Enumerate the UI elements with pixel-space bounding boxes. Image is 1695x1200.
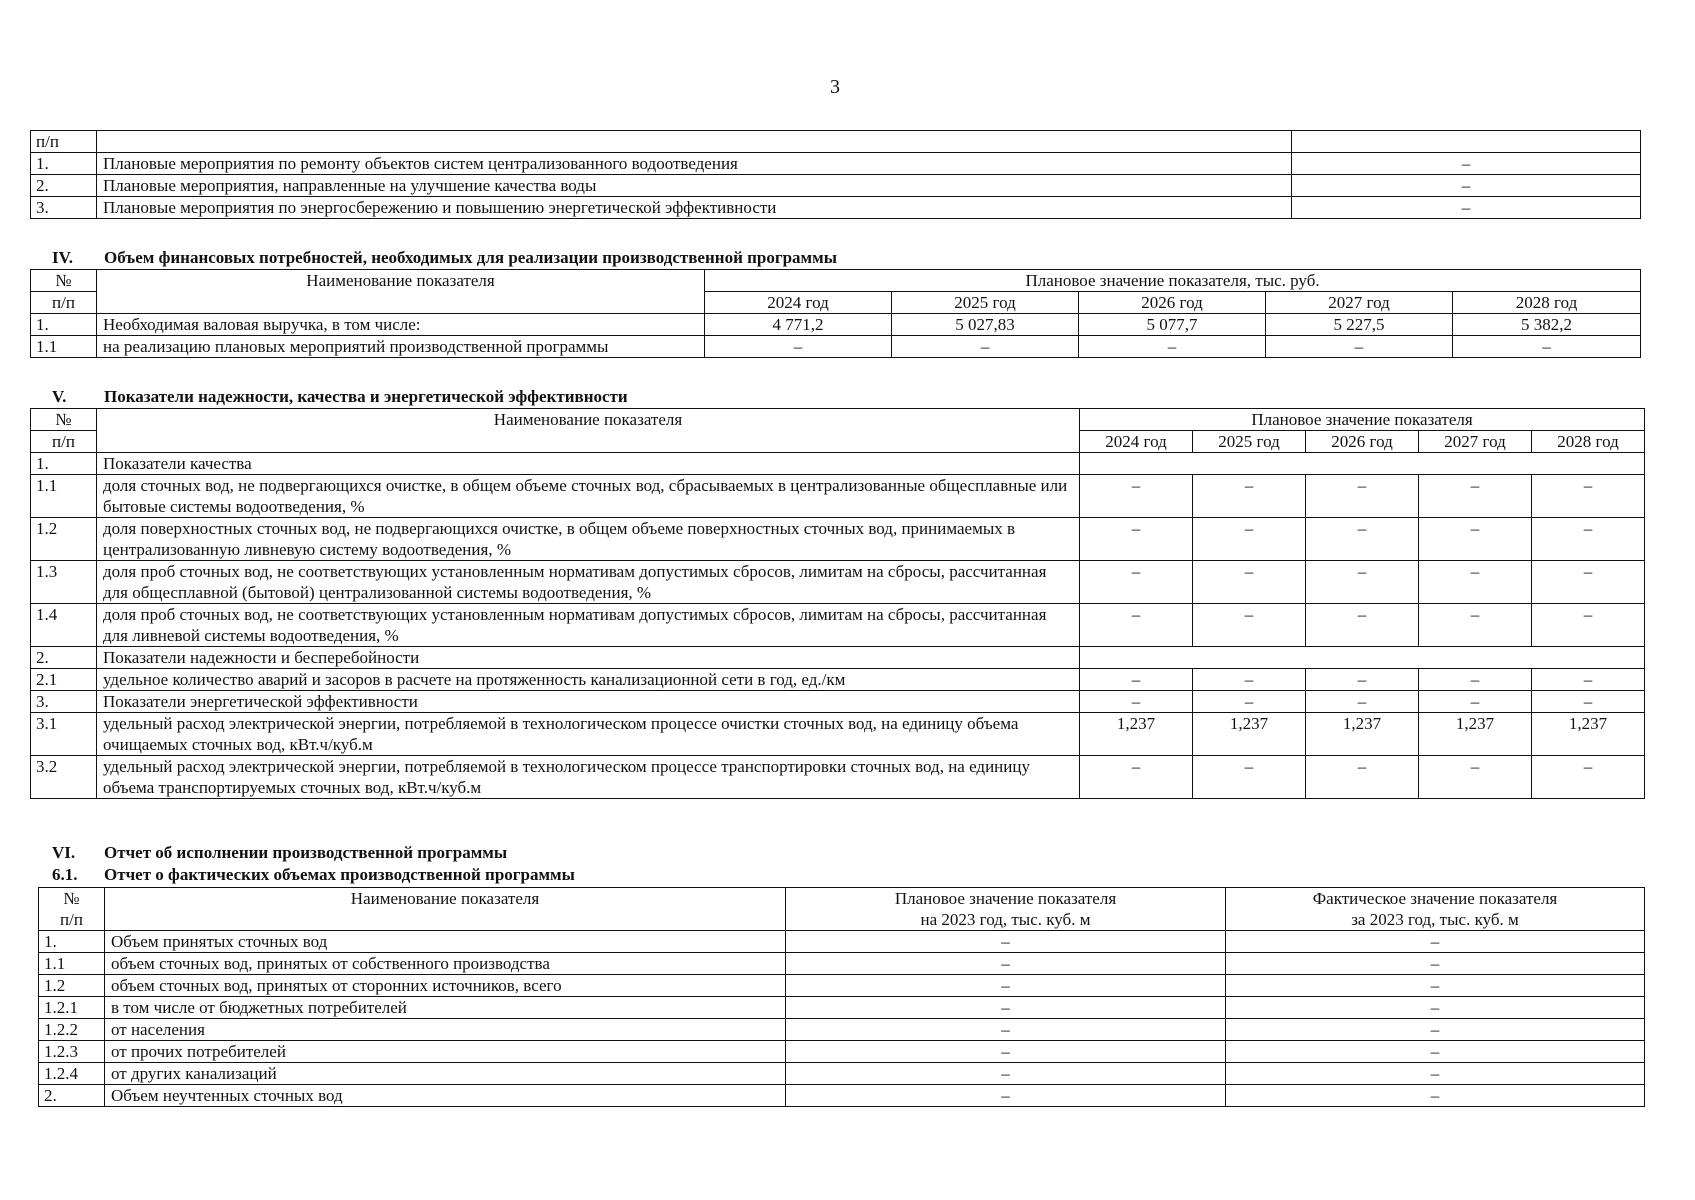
row-name: Объем неучтенных сточных вод bbox=[105, 1085, 786, 1107]
row-fact: – bbox=[1226, 1041, 1645, 1063]
row-value: – bbox=[1532, 691, 1645, 713]
row-value: – bbox=[1193, 756, 1306, 799]
row-fact: – bbox=[1226, 1063, 1645, 1085]
row-no: 1. bbox=[31, 153, 97, 175]
row-name: Плановые мероприятия, направленные на улучшение качества воды bbox=[97, 175, 1292, 197]
row-value: – bbox=[1080, 691, 1193, 713]
row-value: – bbox=[1306, 475, 1419, 518]
row-value: 5 077,7 bbox=[1079, 314, 1266, 336]
row-fact: – bbox=[1226, 997, 1645, 1019]
table-row bbox=[39, 953, 1645, 975]
row-plan: – bbox=[786, 975, 1226, 997]
table-row bbox=[31, 453, 1645, 475]
row-plan: – bbox=[786, 1019, 1226, 1041]
header-no-sub: п/п bbox=[39, 909, 105, 931]
table-row bbox=[31, 336, 1641, 358]
table-reliability-indicators bbox=[30, 408, 1645, 799]
header-year: 2028 год bbox=[1453, 292, 1641, 314]
header-year: 2027 год bbox=[1266, 292, 1453, 314]
table-row bbox=[39, 931, 1645, 953]
table-row bbox=[31, 713, 1645, 756]
row-name: Плановые мероприятия по энергосбережению и повышению энергетической эффективности bbox=[97, 197, 1292, 219]
section-number: IV. bbox=[52, 248, 73, 267]
row-value: 1,237 bbox=[1080, 713, 1193, 756]
section-iv-heading bbox=[52, 248, 837, 268]
row-value: – bbox=[1532, 604, 1645, 647]
row-value: – bbox=[1193, 561, 1306, 604]
row-name: в том числе от бюджетных потребителей bbox=[105, 997, 786, 1019]
row-empty-values bbox=[1080, 453, 1645, 475]
section-6-1-heading bbox=[52, 865, 575, 885]
row-value: – bbox=[1419, 475, 1532, 518]
table-planned-measures bbox=[30, 130, 1641, 219]
header-year: 2027 год bbox=[1419, 431, 1532, 453]
table-row bbox=[31, 647, 1645, 669]
row-value: 1,237 bbox=[1193, 713, 1306, 756]
row-value: – bbox=[1306, 604, 1419, 647]
row-name: Необходимая валовая выручка, в том числе: bbox=[97, 314, 705, 336]
table-row bbox=[31, 604, 1645, 647]
row-value: – bbox=[1532, 756, 1645, 799]
row-no: 1.4 bbox=[31, 604, 97, 647]
header-fact: Фактическое значение показателя bbox=[1226, 888, 1645, 910]
header-fact-sub: за 2023 год, тыс. куб. м bbox=[1226, 909, 1645, 931]
row-empty-values bbox=[1080, 647, 1645, 669]
row-value: – bbox=[1080, 604, 1193, 647]
table-row bbox=[39, 1041, 1645, 1063]
row-value: – bbox=[1193, 475, 1306, 518]
row-value: – bbox=[1292, 175, 1641, 197]
row-no: 1.2 bbox=[39, 975, 105, 997]
table-row bbox=[39, 1085, 1645, 1107]
row-no: 1. bbox=[31, 453, 97, 475]
table-row bbox=[31, 756, 1645, 799]
header-no: № bbox=[39, 888, 105, 910]
row-value: – bbox=[1080, 561, 1193, 604]
section-title: Отчет об исполнении производственной программы bbox=[104, 843, 508, 862]
row-no: 1.2 bbox=[31, 518, 97, 561]
header-no: п/п bbox=[31, 131, 97, 153]
table-row bbox=[39, 975, 1645, 997]
row-value: – bbox=[892, 336, 1079, 358]
row-name: на реализацию плановых мероприятий производственной программы bbox=[97, 336, 705, 358]
row-name: доля сточных вод, не подвергающихся очистке, в общем объеме сточных вод, сбрасываемых в централизованные общесплавные или бытовые системы водоотведения, % bbox=[97, 475, 1080, 518]
row-value: – bbox=[1419, 518, 1532, 561]
row-name: доля проб сточных вод, не соответствующих установленным нормативам допустимых сбросов, лимитам на сбросы, рассчитанная для общесплавной (бытовой) централизованной системы водоотведения, % bbox=[97, 561, 1080, 604]
row-no: 3. bbox=[31, 691, 97, 713]
row-value: – bbox=[1193, 691, 1306, 713]
section-title: Отчет о фактических объемах производственной программы bbox=[104, 865, 575, 884]
row-value: – bbox=[1532, 561, 1645, 604]
row-name: доля проб сточных вод, не соответствующих установленным нормативам допустимых сбросов, лимитам на сбросы, рассчитанная для ливневой системы водоотведения, % bbox=[97, 604, 1080, 647]
header-plan-group: Плановое значение показателя, тыс. руб. bbox=[705, 270, 1641, 292]
row-value: 1,237 bbox=[1306, 713, 1419, 756]
row-no: 1.2.2 bbox=[39, 1019, 105, 1041]
row-name: доля поверхностных сточных вод, не подвергающихся очистке, в общем объеме поверхностных сточных вод, принимаемых в централизованную ливневую систему водоотведения, % bbox=[97, 518, 1080, 561]
row-fact: – bbox=[1226, 1085, 1645, 1107]
header-name: Наименование показателя bbox=[97, 270, 705, 314]
row-value: 1,237 bbox=[1419, 713, 1532, 756]
table-row bbox=[31, 197, 1641, 219]
header-year: 2025 год bbox=[892, 292, 1079, 314]
row-plan: – bbox=[786, 1063, 1226, 1085]
section-title: Объем финансовых потребностей, необходимых для реализации производственной программы bbox=[104, 248, 837, 267]
table-actual-volumes bbox=[38, 887, 1645, 1107]
row-value: – bbox=[1080, 475, 1193, 518]
section-number: V. bbox=[52, 387, 67, 406]
row-no: 2.1 bbox=[31, 669, 97, 691]
row-value: – bbox=[1532, 518, 1645, 561]
header-year: 2028 год bbox=[1532, 431, 1645, 453]
row-name: удельное количество аварий и засоров в расчете на протяженность канализационной сети в год, ед./км bbox=[97, 669, 1080, 691]
row-value: – bbox=[705, 336, 892, 358]
row-plan: – bbox=[786, 1041, 1226, 1063]
table-row bbox=[39, 997, 1645, 1019]
row-no: 1.2.1 bbox=[39, 997, 105, 1019]
row-plan: – bbox=[786, 1085, 1226, 1107]
row-value: – bbox=[1306, 518, 1419, 561]
row-name: удельный расход электрической энергии, потребляемой в технологическом процессе очистки сточных вод, на единицу объема очищаемых сточных вод, кВт.ч/куб.м bbox=[97, 713, 1080, 756]
row-value: – bbox=[1080, 756, 1193, 799]
row-plan: – bbox=[786, 953, 1226, 975]
row-value: – bbox=[1419, 691, 1532, 713]
row-no: 1. bbox=[31, 314, 97, 336]
section-title: Показатели надежности, качества и энергетической эффективности bbox=[104, 387, 628, 406]
row-plan: – bbox=[786, 997, 1226, 1019]
section-number: VI. bbox=[52, 843, 76, 862]
row-no: 1.1 bbox=[39, 953, 105, 975]
row-value: – bbox=[1266, 336, 1453, 358]
table-row bbox=[31, 691, 1645, 713]
header-plan-sub: на 2023 год, тыс. куб. м bbox=[786, 909, 1226, 931]
header-name: Наименование показателя bbox=[97, 409, 1080, 453]
row-value: – bbox=[1306, 561, 1419, 604]
row-value: – bbox=[1306, 669, 1419, 691]
table-row bbox=[31, 518, 1645, 561]
header-year: 2025 год bbox=[1193, 431, 1306, 453]
row-value: – bbox=[1419, 604, 1532, 647]
header-name: Наименование показателя bbox=[105, 888, 786, 931]
row-value: – bbox=[1419, 669, 1532, 691]
row-value: – bbox=[1453, 336, 1641, 358]
row-no: 3.1 bbox=[31, 713, 97, 756]
header-no: № bbox=[31, 409, 97, 431]
header-no-sub: п/п bbox=[31, 292, 97, 314]
section-v-heading bbox=[52, 387, 628, 407]
header-year: 2024 год bbox=[1080, 431, 1193, 453]
row-value: – bbox=[1292, 153, 1641, 175]
row-name: Плановые мероприятия по ремонту объектов систем централизованного водоотведения bbox=[97, 153, 1292, 175]
row-value: 5 027,83 bbox=[892, 314, 1079, 336]
row-name: Показатели качества bbox=[97, 453, 1080, 475]
row-fact: – bbox=[1226, 953, 1645, 975]
section-number: 6.1. bbox=[52, 865, 78, 884]
header-year: 2026 год bbox=[1306, 431, 1419, 453]
row-fact: – bbox=[1226, 1019, 1645, 1041]
row-no: 2. bbox=[31, 175, 97, 197]
row-value: – bbox=[1080, 669, 1193, 691]
row-no: 1.2.3 bbox=[39, 1041, 105, 1063]
row-value: – bbox=[1306, 756, 1419, 799]
table-row bbox=[31, 475, 1645, 518]
row-name: от населения bbox=[105, 1019, 786, 1041]
table-row bbox=[31, 669, 1645, 691]
section-vi-heading bbox=[52, 843, 507, 863]
row-name: объем сточных вод, принятых от собственного производства bbox=[105, 953, 786, 975]
row-value: – bbox=[1292, 197, 1641, 219]
row-value: – bbox=[1306, 691, 1419, 713]
row-name: от прочих потребителей bbox=[105, 1041, 786, 1063]
row-value: 1,237 bbox=[1532, 713, 1645, 756]
row-no: 1.1 bbox=[31, 475, 97, 518]
row-fact: – bbox=[1226, 931, 1645, 953]
row-value: – bbox=[1193, 604, 1306, 647]
row-name: от других канализаций bbox=[105, 1063, 786, 1085]
header-plan: Плановое значение показателя bbox=[786, 888, 1226, 910]
row-value: – bbox=[1419, 561, 1532, 604]
header-no-sub: п/п bbox=[31, 431, 97, 453]
row-value: – bbox=[1532, 669, 1645, 691]
row-name: объем сточных вод, принятых от сторонних источников, всего bbox=[105, 975, 786, 997]
row-value: – bbox=[1193, 518, 1306, 561]
table-header-row bbox=[31, 131, 1641, 153]
row-value: 5 227,5 bbox=[1266, 314, 1453, 336]
row-value: – bbox=[1080, 518, 1193, 561]
table-row bbox=[31, 314, 1641, 336]
row-no: 3. bbox=[31, 197, 97, 219]
header-no: № bbox=[31, 270, 97, 292]
row-no: 2. bbox=[31, 647, 97, 669]
row-name: удельный расход электрической энергии, потребляемой в технологическом процессе транспортировки сточных вод, на единицу объема транспортируемых сточных вод, кВт.ч/куб.м bbox=[97, 756, 1080, 799]
row-no: 1.3 bbox=[31, 561, 97, 604]
row-no: 2. bbox=[39, 1085, 105, 1107]
row-value: – bbox=[1193, 669, 1306, 691]
table-financial-needs bbox=[30, 269, 1641, 358]
header-year: 2026 год bbox=[1079, 292, 1266, 314]
row-value: – bbox=[1532, 475, 1645, 518]
table-row bbox=[39, 1019, 1645, 1041]
row-value: – bbox=[1079, 336, 1266, 358]
row-value: 5 382,2 bbox=[1453, 314, 1641, 336]
row-value: – bbox=[1419, 756, 1532, 799]
row-value: 4 771,2 bbox=[705, 314, 892, 336]
table-row bbox=[31, 175, 1641, 197]
row-no: 1.1 bbox=[31, 336, 97, 358]
table-row bbox=[31, 153, 1641, 175]
table-row bbox=[39, 1063, 1645, 1085]
row-no: 3.2 bbox=[31, 756, 97, 799]
row-name: Показатели надежности и бесперебойности bbox=[97, 647, 1080, 669]
page-number: 3 bbox=[830, 76, 840, 98]
row-no: 1. bbox=[39, 931, 105, 953]
row-name: Показатели энергетической эффективности bbox=[97, 691, 1080, 713]
row-plan: – bbox=[786, 931, 1226, 953]
header-year: 2024 год bbox=[705, 292, 892, 314]
row-fact: – bbox=[1226, 975, 1645, 997]
table-row bbox=[31, 561, 1645, 604]
row-name: Объем принятых сточных вод bbox=[105, 931, 786, 953]
header-plan-group: Плановое значение показателя bbox=[1080, 409, 1645, 431]
row-no: 1.2.4 bbox=[39, 1063, 105, 1085]
